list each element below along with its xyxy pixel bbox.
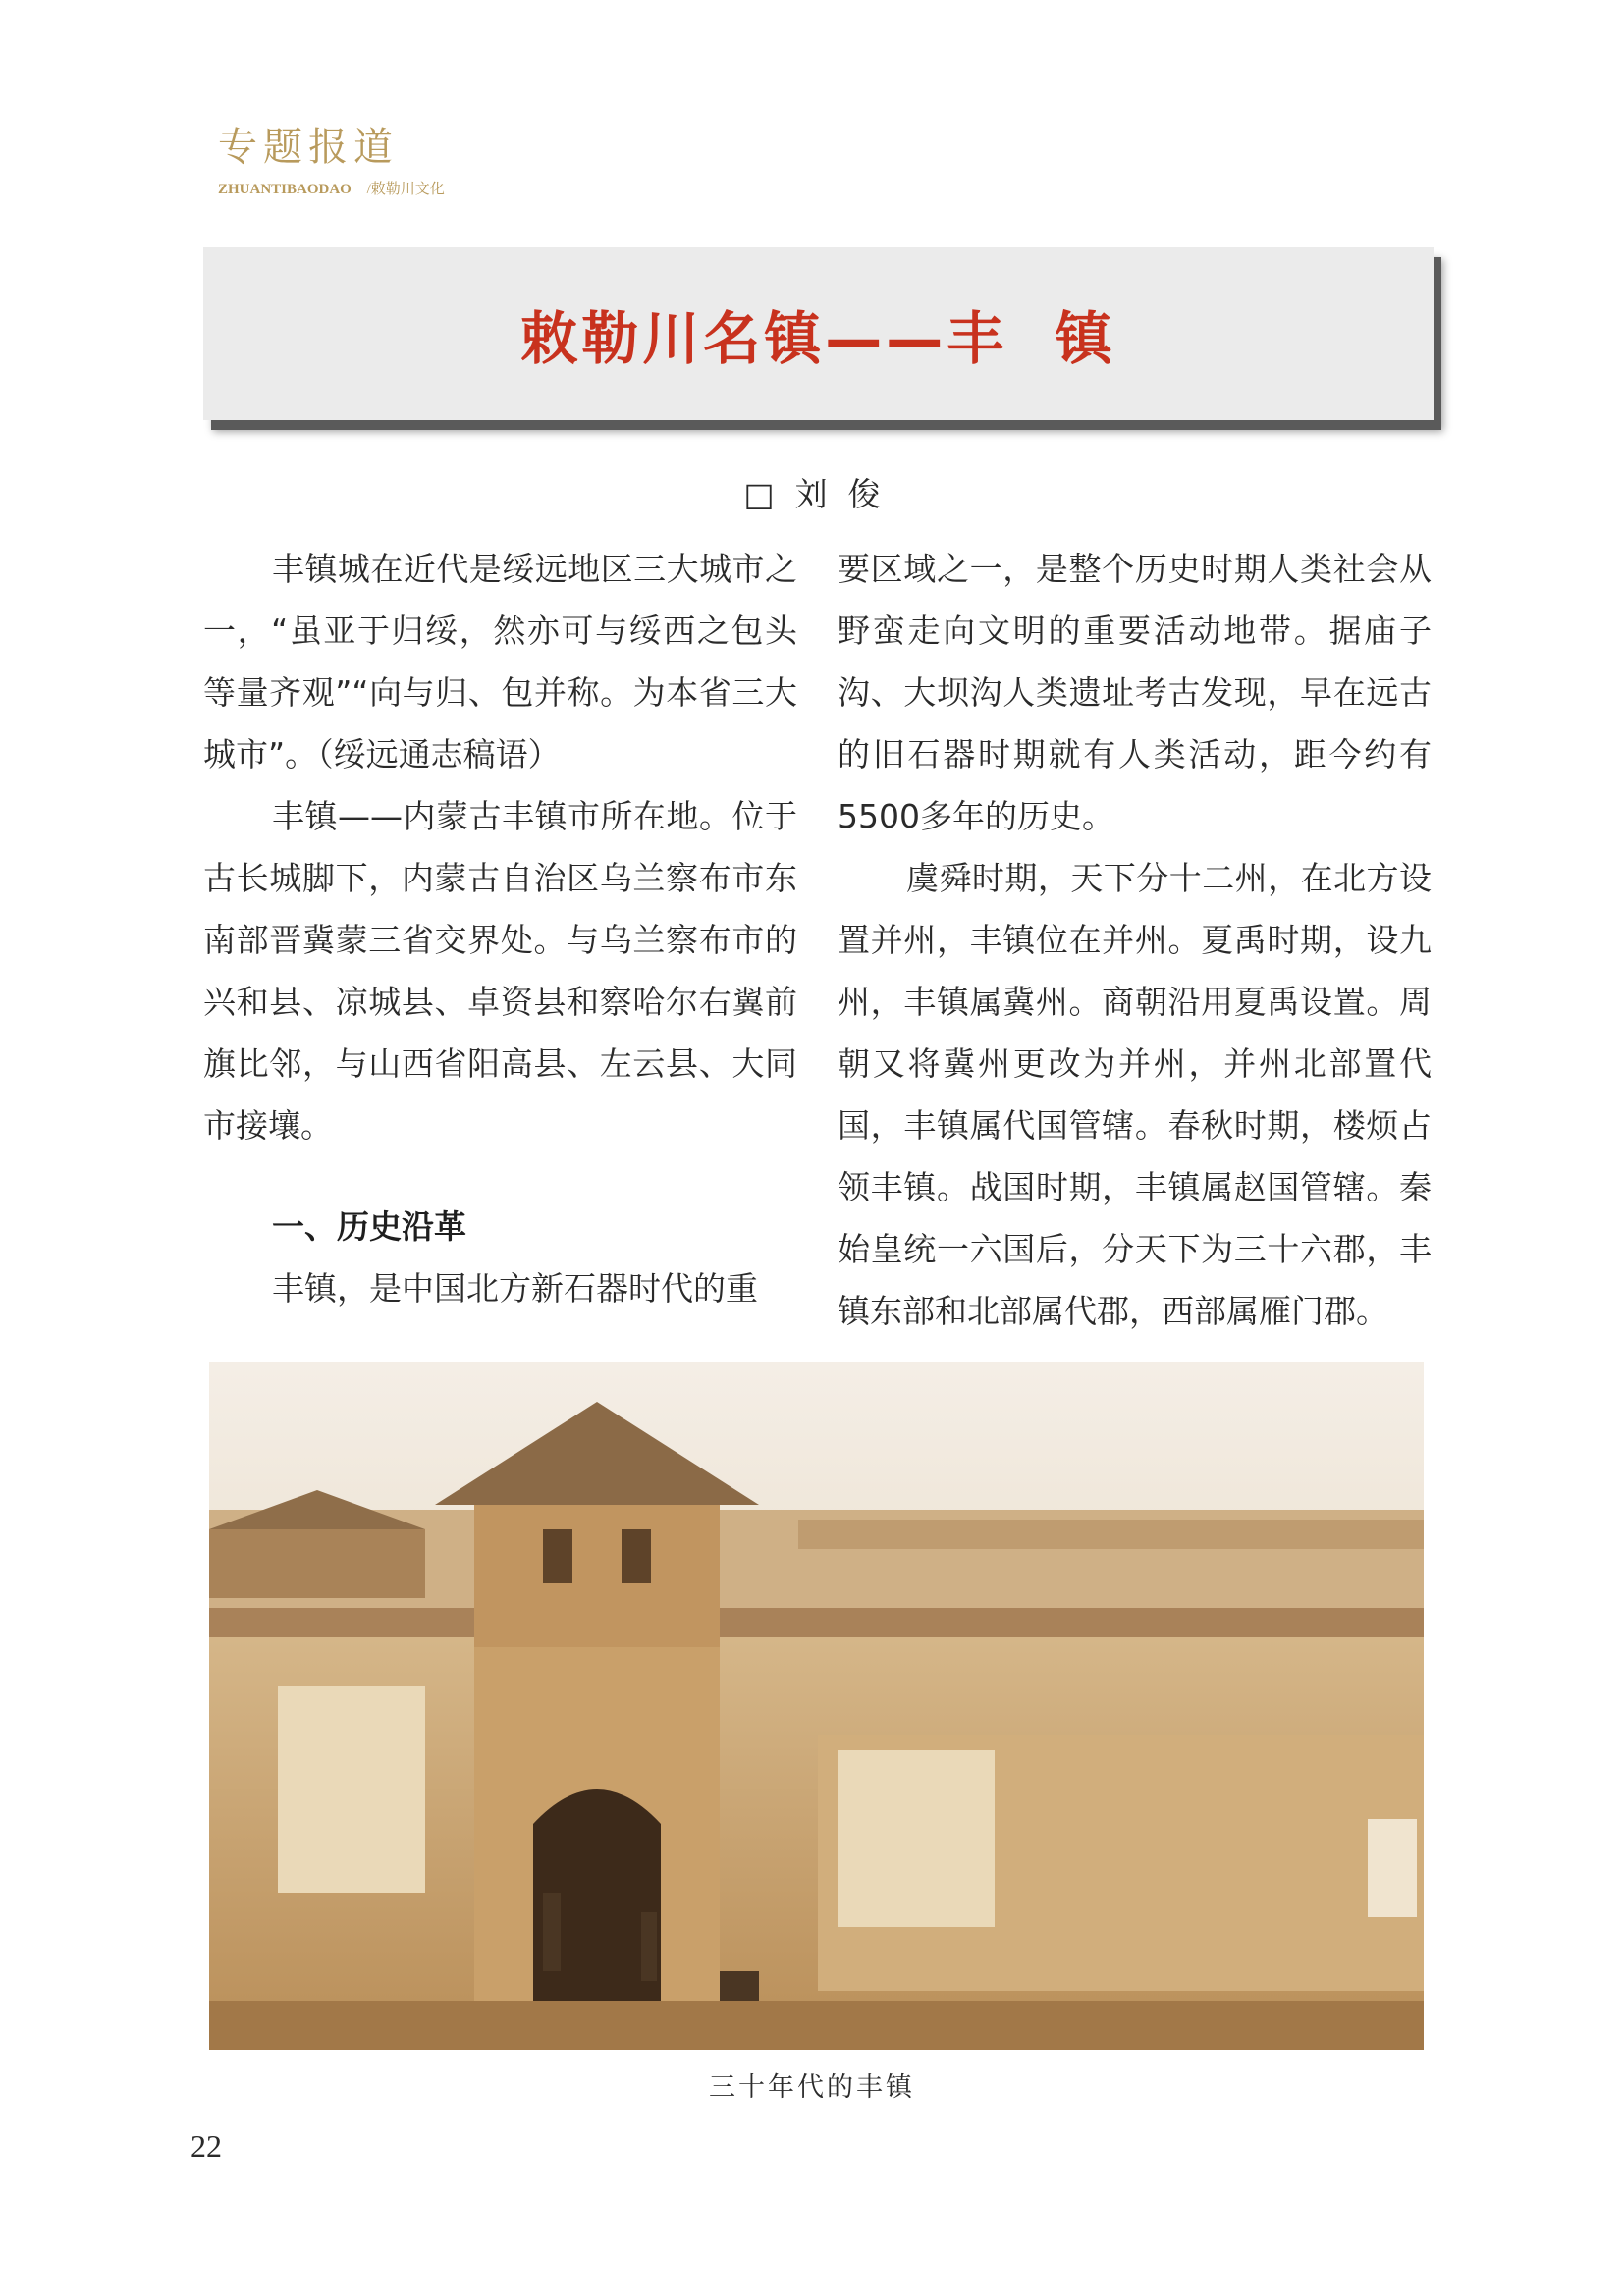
town-gate-illustration	[209, 1362, 1424, 2050]
paragraph: 丰镇——内蒙古丰镇市所在地。位于古长城脚下，内蒙古自治区乌兰察布市东南部晋冀蒙三省交界处。与乌兰察布市的兴和县、凉城县、卓资县和察哈尔右翼前旗比邻，与山西省阳高县、左云县、大同市接壤。	[203, 797, 797, 1145]
paragraph: 要区域之一，是整个历史时期人类社会从野蛮走向文明的重要活动地带。据庙子沟、大坝沟人类遗址考古发现，早在远古的旧石器时期就有人类活动，距今约有5500多年的历史。	[838, 550, 1432, 835]
photo-caption: 三十年代的丰镇	[709, 2072, 915, 2103]
article-title-box	[203, 247, 1434, 420]
section-title: 专题报道	[218, 125, 399, 170]
right-column	[838, 538, 1432, 1342]
paragraph: 虞舜时期，天下分十二州，在北方设置并州，丰镇位在并州。夏禹时期，设九州，丰镇属冀州。商朝沿用夏禹设置。周朝又将冀州更改为并州，并州北部置代国，丰镇属代国管辖。春秋时期，楼烦占领丰镇。战国时期，丰镇属赵国管辖。秦始皇统一六国后，分天下为三十六郡，丰镇东部和北部属代郡，西部属雁门郡。	[838, 859, 1432, 1330]
section-header	[218, 116, 445, 198]
historic-photo	[209, 1362, 1424, 2050]
column-name: /敕勒川文化	[366, 182, 445, 197]
paragraph: 丰镇城在近代是绥远地区三大城市之一，“虽亚于归绥，然亦可与绥西之包头等量齐观”“向与归、包并称。为本省三大城市”。（绥远通志稿语）	[203, 550, 797, 774]
section-heading: 一、历史沿革	[272, 1207, 466, 1246]
left-column	[203, 538, 797, 1319]
page-number: 22	[190, 2128, 222, 2163]
article-title: 敕勒川名镇——丰 镇	[520, 305, 1116, 372]
paragraph: 丰镇，是中国北方新石器时代的重	[272, 1269, 758, 1308]
section-pinyin: ZHUANTIBAODAO	[218, 182, 352, 197]
article-author: □ 刘 俊	[743, 475, 881, 513]
section-subtitle	[218, 178, 445, 198]
